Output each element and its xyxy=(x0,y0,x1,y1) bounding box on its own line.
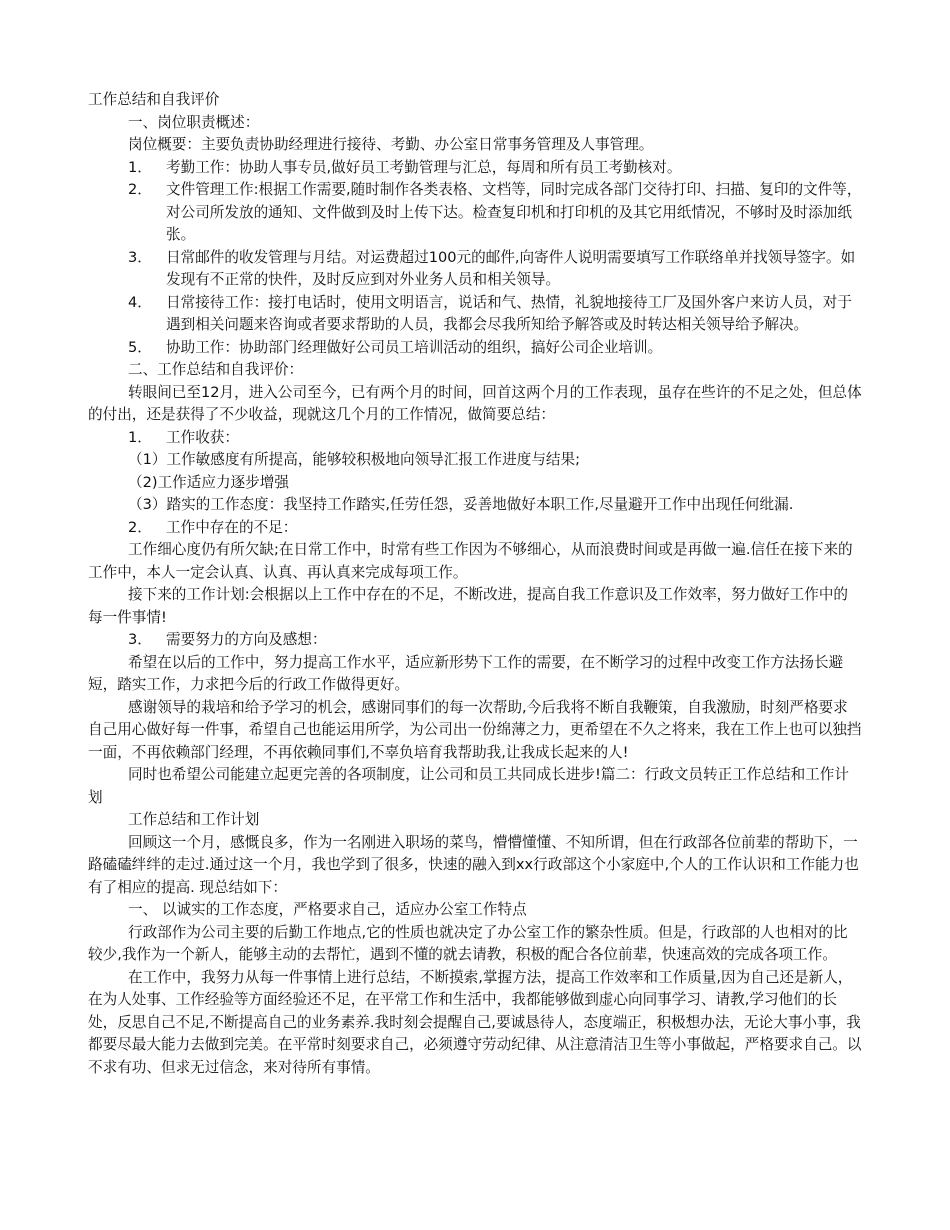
shortfall-heading-text: 工作中存在的不足： xyxy=(166,518,298,536)
duty-text: 文件管理工作:根据工作需要,随时制作各类表格、文档等，同时完成各部门交待打印、扫描、复印的文件等，对公司所发放的通知、文件做到及时上传下达。检查复印机和打印机的及其它用纸情况，不够时及时添加纸张。 xyxy=(166,181,862,243)
duty-number: 3． xyxy=(128,248,152,266)
gains-heading-text: 工作收获： xyxy=(166,428,239,446)
gain-item: （1）工作敏感度有所提高，能够较积极地向领导汇报工作进度与结果; xyxy=(128,451,581,468)
part-2-paragraph-2: 行政部作为公司主要的后勤工作地点,它的性质也就决定了办公室工作的繁杂性质。但是，行政部的人也相对的比较少,我作为一个新人，能够主动的去帮忙，遇到不懂的就去请教，积极的配合各位前辈，快速高效的完成各项工作。 xyxy=(88,923,848,963)
duty-item xyxy=(88,292,862,337)
direction-heading xyxy=(88,629,862,652)
direction-paragraph-1: 希望在以后的工作中，努力提高工作水平，适应新形势下工作的需要，在不断学习的过程中改变工作方法扬长避短，踏实工作，力求把今后的行政工作做得更好。 xyxy=(88,653,844,693)
direction-heading-text: 需要努力的方向及感想： xyxy=(166,631,327,648)
duty-number: 1． xyxy=(128,158,152,176)
gain-item: （2)工作适应力逐步增强 xyxy=(128,473,289,491)
duty-item xyxy=(88,179,862,247)
gain-item: （3）踏实的工作态度：我坚持工作踏实,任劳任怨，妥善地做好本职工作,尽量避开工作中出现任何纰漏. xyxy=(128,496,794,513)
duty-item xyxy=(88,157,862,180)
duty-text: 日常邮件的收发管理与月结。对运费超过100元的邮件,向寄件人说明需要填写工作联络单并找领导签字。如发现有不正常的快件，及时反应到对外业务人员和相关领导。 xyxy=(166,248,856,288)
duty-number: 5． xyxy=(128,338,152,356)
document-title: 工作总结和自我评价 xyxy=(88,91,220,108)
shortfall-paragraph-2: 接下来的工作计划:会根据以上工作中存在的不足，不断改进，提高自我工作意识及工作效率，努力做好工作中的每一件事情! xyxy=(88,586,849,626)
duty-text: 日常接待工作：接打电话时，使用文明语言，说话和气、热情，礼貌地接待工厂及国外客户来访人员，对于遇到相关问题来咨询或者要求帮助的人员，我都会尽我所知给予解答或及时转达相关领导给予解决。 xyxy=(166,293,852,333)
shortfall-number: 2． xyxy=(128,518,152,536)
duty-item xyxy=(88,337,862,360)
shortfall-paragraph-1: 工作细心度仍有所欠缺;在日常工作中，时常有些工作因为不够细心，从而浪费时间或是再做一遍.信任在接下来的工作中，本人一定会认真、认真、再认真来完成每项工作。 xyxy=(88,541,853,581)
duty-text: 考勤工作：协助人事专员,做好员工考勤管理与汇总，每周和所有员工考勤核对。 xyxy=(166,158,682,176)
part-2-subheading: 一、 以诚实的工作态度，严格要求自己，适应办公室工作特点 xyxy=(128,901,527,918)
duty-item xyxy=(88,247,862,292)
duty-number: 2． xyxy=(128,181,152,198)
duty-text: 协助工作：协助部门经理做好公司员工培训活动的组织，搞好公司企业培训。 xyxy=(166,338,663,356)
direction-number: 3． xyxy=(128,631,152,648)
section-2-intro: 转眼间已至12月，进入公司至今，已有两个月的时间，回首这两个月的工作表现，虽存在些许的不足之处，但总体的付出，还是获得了不少收益，现就这几个月的工作情况，做简要总结： xyxy=(88,383,862,423)
part-2-paragraph-1: 回顾这一个月，感慨良多，作为一名刚进入职场的菜鸟，懵懵懂懂、不知所谓，但在行政部各位前辈的帮助下，一路磕磕绊绊的走过.通过这一个月，我也学到了很多，快速的融入到xx行政部这个小家庭中,个人的工作认识和工作能力也有了相应的提高. 现总结如下： xyxy=(88,833,859,896)
gains-number: 1． xyxy=(128,428,152,446)
section-1-heading: 一、岗位职责概述： xyxy=(128,113,260,131)
part-2-paragraph-3: 在工作中，我努力从每一件事情上进行总结，不断摸索,掌握方法，提高工作效率和工作质量,因为自己还是新人，在为人处事、工作经验等方面经验还不足，在平常工作和生活中，我都能够做到虚心向同事学习、请教,学习他们的长处，反思自己不足,不断提高自己的业务素养.我时刻会提醒自己,要诚恳待人，态度端正，积极想办法，无论大事小事，我都要尽最大能力去做到完美。在平常时刻要求自己，必须遵守劳动纪律、从注意清洁卫生等小事做起，严格要求自己。以不求有功、但求无过信念，来对待所有事情。 xyxy=(88,968,862,1076)
part-2-title: 工作总结和工作计划 xyxy=(128,811,260,828)
direction-paragraph-2: 感谢领导的栽培和给予学习的机会，感谢同事们的每一次帮助,今后我将不断自我鞭策，自我激励，时刻严格要求自己用心做好每一件事，希望自己也能运用所学，为公司出一份绵薄之力，更希望在不久之将来，我在工作上也可以独挡一面，不再依赖部门经理，不再依赖同事们,不辜负培育我帮助我,让我成长起来的人! xyxy=(88,698,862,761)
position-overview: 岗位概要：主要负责协助经理进行接待、考勤、办公室日常事务管理及人事管理。 xyxy=(128,136,654,153)
duty-number: 4． xyxy=(128,293,152,311)
shortfall-heading xyxy=(88,517,862,540)
direction-paragraph-3: 同时也希望公司能建立起更完善的各项制度，让公司和员工共同成长进步!篇二：行政文员转正工作总结和工作计划 xyxy=(88,766,849,806)
gains-heading xyxy=(88,427,862,450)
section-2-heading: 二、工作总结和自我评价： xyxy=(128,361,304,378)
